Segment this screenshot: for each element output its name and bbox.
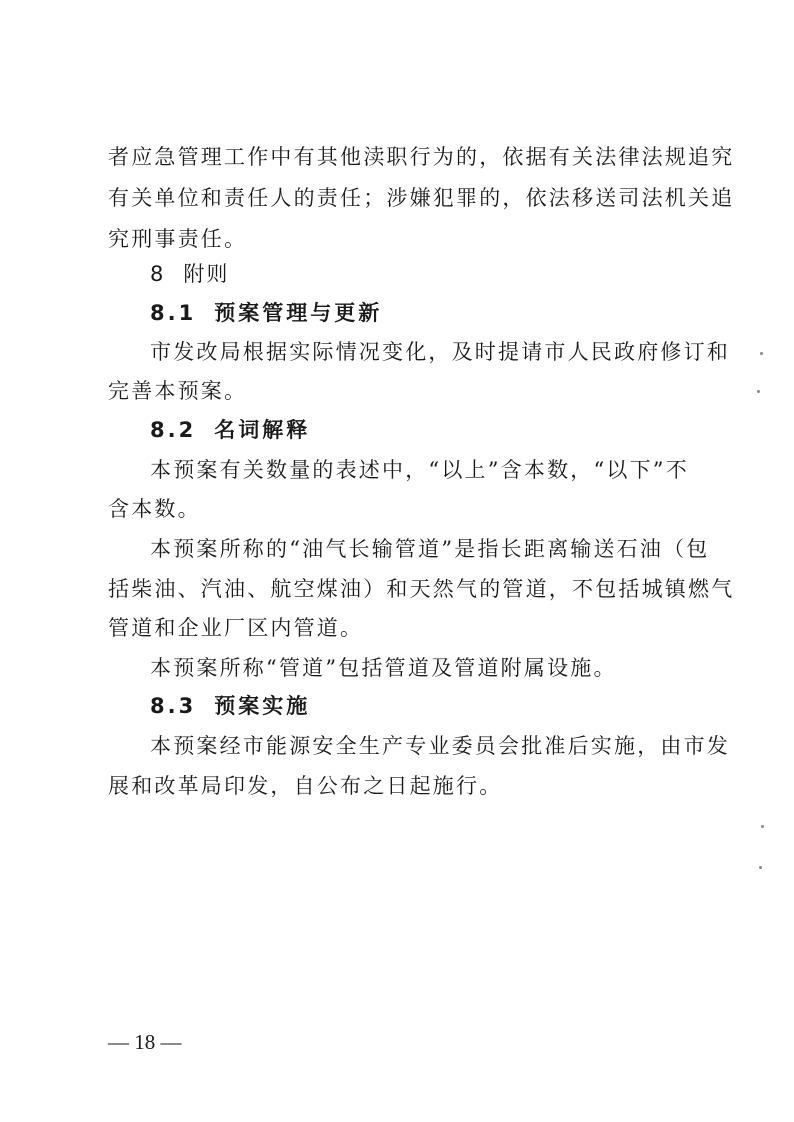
paragraph-line: 管道和企业厂区内管道。 [108,616,364,640]
subsection-title: 预案管理与更新 [214,301,383,325]
subsection-number: 8.2 [150,418,197,442]
paragraph-line: 有关单位和责任人的责任；涉嫌犯罪的，依法移送司法机关追 [108,186,735,210]
page-number: — 18 — [108,1030,182,1054]
section-number: 8 [150,262,166,286]
scan-speck [759,866,762,869]
section-heading-8 [150,260,688,288]
section-title: 附则 [183,262,230,286]
paragraph-line: 括柴油、汽油、航空煤油）和天然气的管道，不包括城镇燃气 [108,577,735,601]
subsection-number: 8.3 [150,694,197,718]
scan-speck [757,390,760,393]
paragraph-line: 含本数。 [108,497,201,521]
paragraph-line: 市发改局根据实际情况变化，及时提请市人民政府修订和 [150,340,730,364]
paragraph-line: 本预案有关数量的表述中，“以上”含本数，“以下”不 [150,458,689,482]
paragraph-line: 者应急管理工作中有其他渎职行为的，依据有关法律法规追究 [108,145,735,169]
subsection-title: 名词解释 [214,418,311,442]
paragraph-line: 本预案所称“管道”包括管道及管道附属设施。 [150,656,617,680]
paragraph-line: 本预案经市能源安全生产专业委员会批准后实施，由市发 [150,734,730,758]
subsection-heading-8-1 [150,299,688,327]
scan-speck [760,352,763,355]
paragraph-line: 展和改革局印发，自公布之日起施行。 [108,774,503,798]
subsection-heading-8-3 [150,692,688,720]
scan-speck [761,825,764,828]
subsection-number: 8.1 [150,301,197,325]
paragraph-line: 完善本预案。 [108,379,248,403]
paragraph-line: 本预案所称的“油气长输管道”是指长距离输送石油（包 [150,537,710,561]
paragraph-line: 究刑事责任。 [108,227,248,251]
subsection-heading-8-2 [150,416,688,444]
subsection-title: 预案实施 [214,694,311,718]
